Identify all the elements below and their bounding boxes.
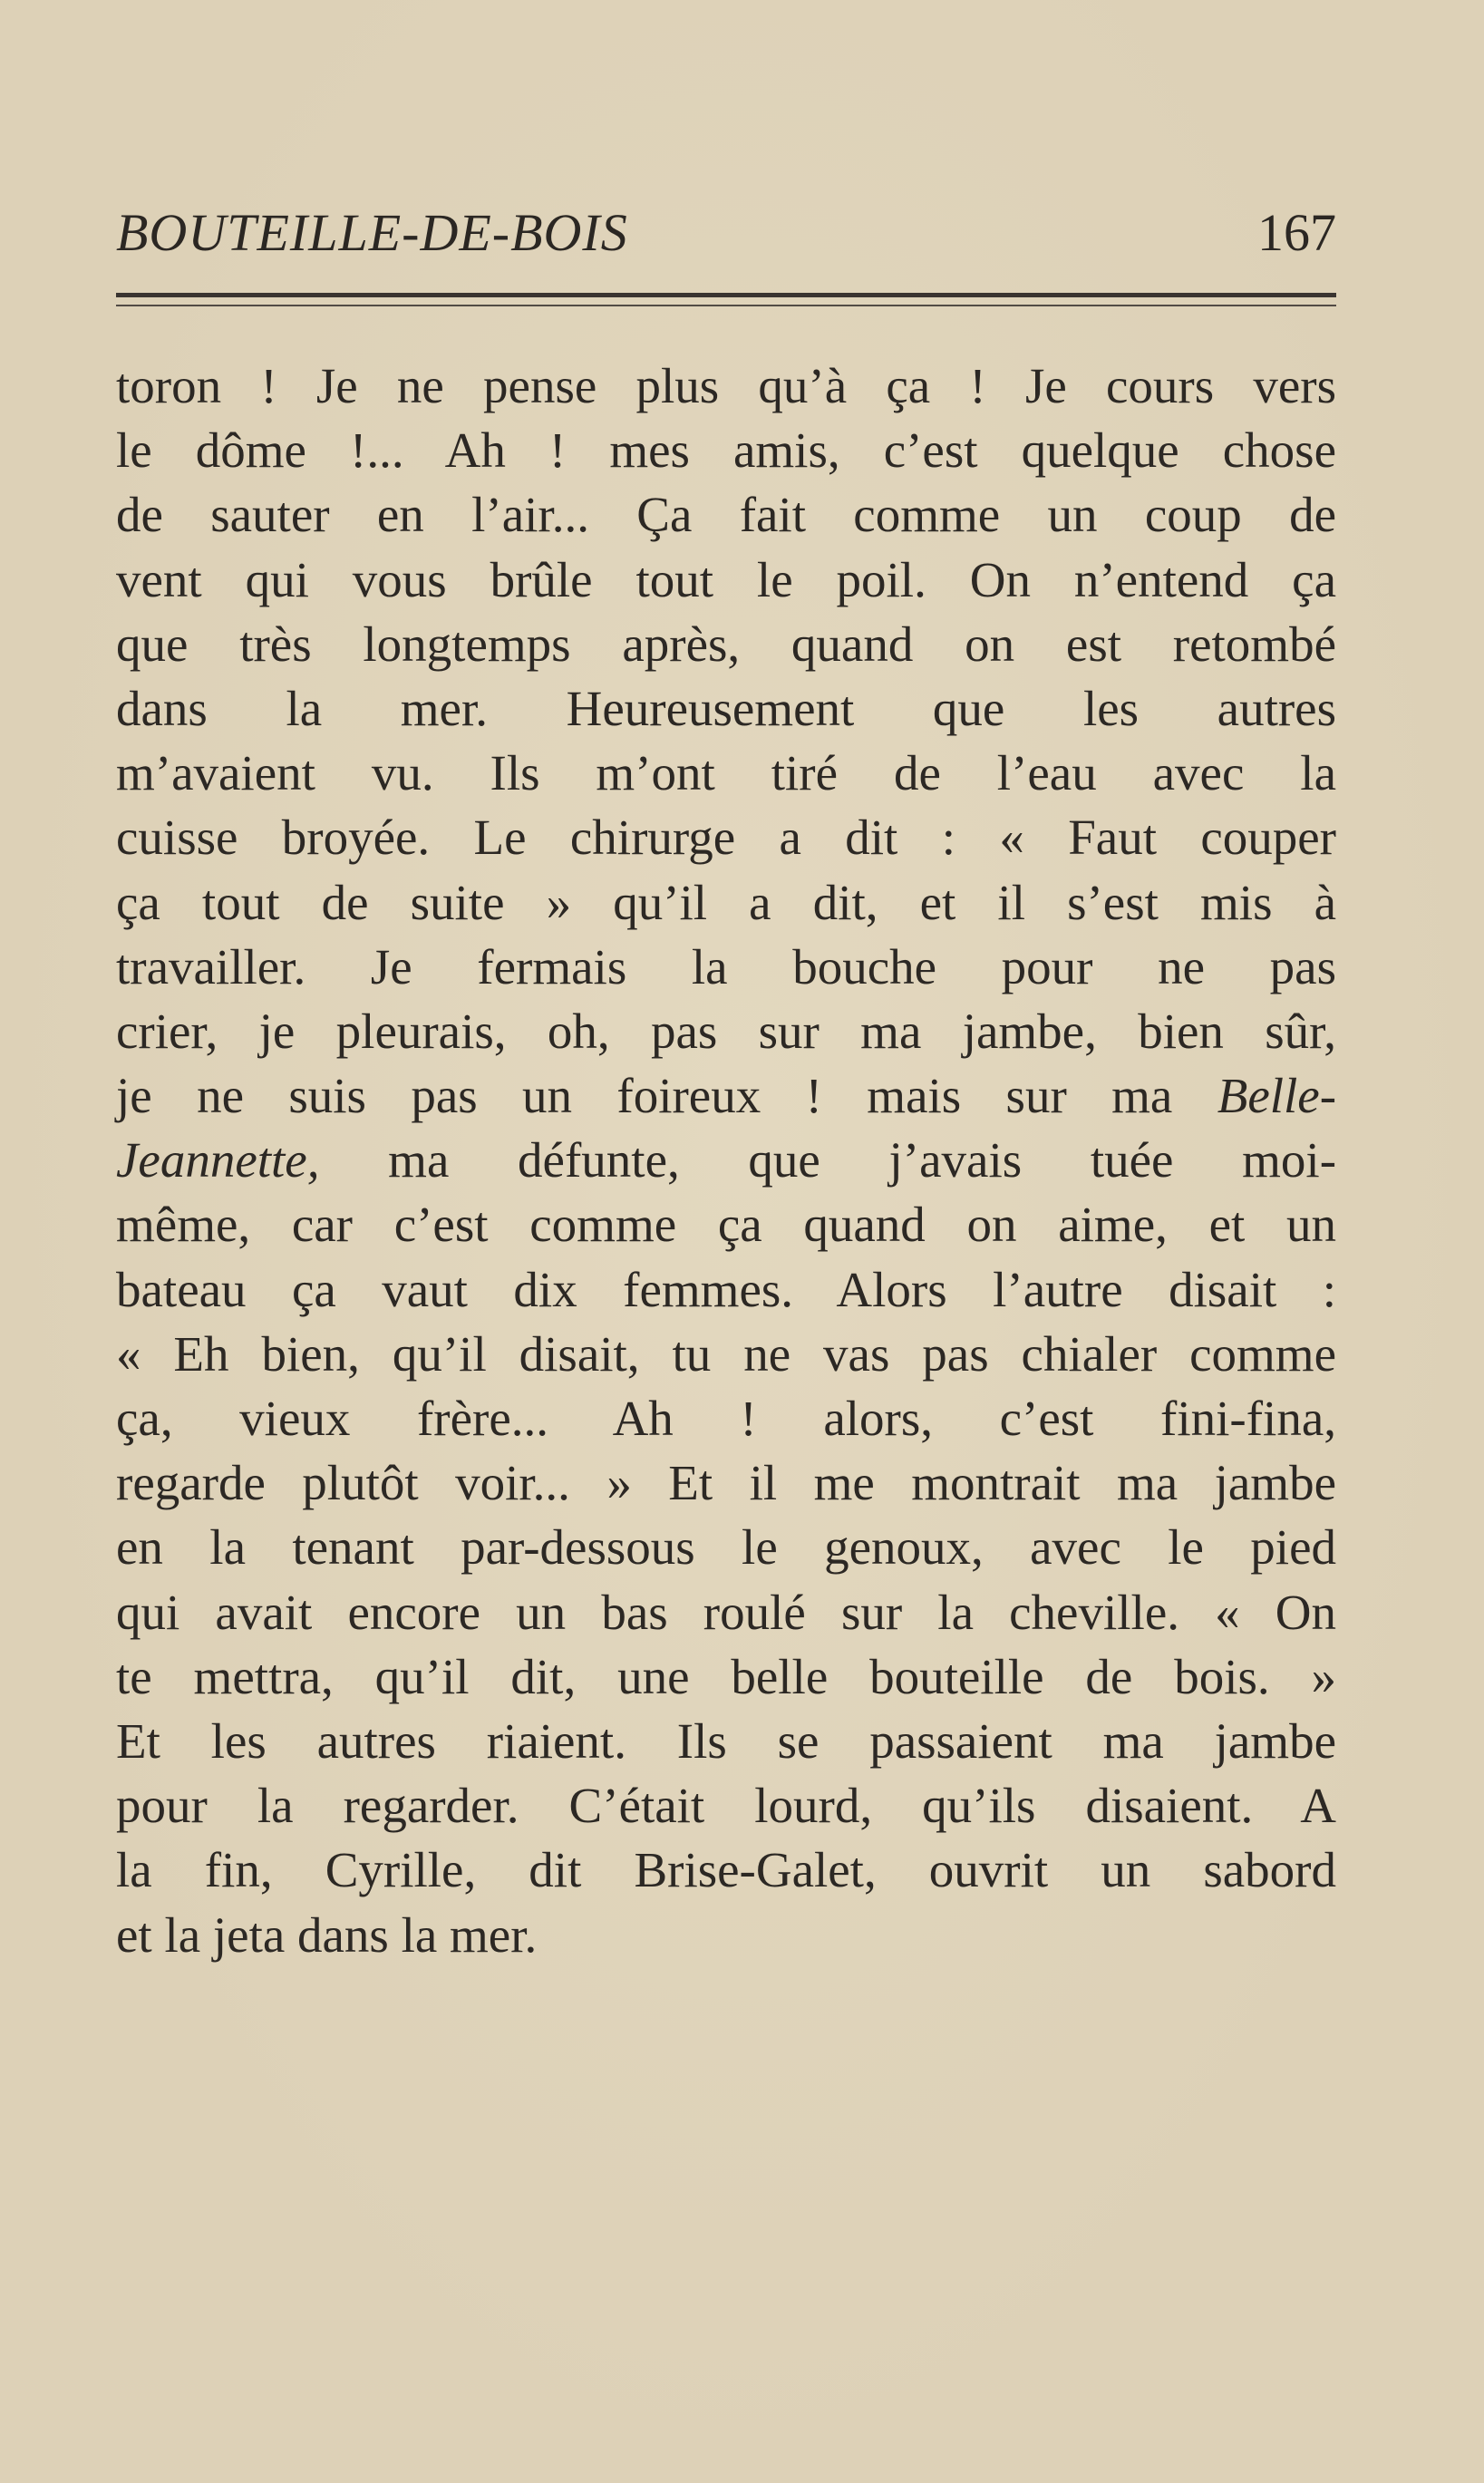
running-head [116, 201, 1336, 265]
text-line: cuisse broyée. Le chirurge a dit : « Faut couper [116, 810, 1336, 866]
text-line: crier, je pleurais, oh, pas sur ma jambe, bien sûr, [116, 1003, 1336, 1059]
text-line: te mettra, qu’il dit, une belle bouteille de bois. » [116, 1648, 1336, 1704]
text-line: la fin, Cyrille, dit Brise-Galet, ouvrit un sabord [116, 1842, 1336, 1898]
running-title: BOUTEILLE-DE-BOIS [116, 203, 628, 262]
page-number: 167 [1257, 203, 1336, 262]
text-line [116, 1063, 1336, 1128]
text-line: dans la mer. Heureusement que les autres [116, 680, 1336, 736]
text-line: de sauter en l’air... Ça fait comme un coup de [116, 487, 1336, 543]
text-line: et la jeta dans la mer. [116, 1906, 538, 1963]
header-rule-thin [116, 305, 1336, 306]
text-line: « Eh bien, qu’il disait, tu ne vas pas chialer comme [116, 1325, 1336, 1382]
text-line: même, car c’est comme ça quand on aime, et un [116, 1197, 1336, 1253]
text-line [116, 1128, 1336, 1192]
text-line: Et les autres riaient. Ils se passaient ma jambe [116, 1712, 1336, 1769]
italic-boat-name: Jeannette, [116, 1132, 320, 1188]
text-line: ça tout de suite » qu’il a dit, et il s’est mis à [116, 874, 1336, 930]
text-line: qui avait encore un bas roulé sur la cheville. « On [116, 1584, 1336, 1640]
text-line: m’avaient vu. Ils m’ont tiré de l’eau avec la [116, 745, 1336, 801]
text-line: ça, vieux frère... Ah ! alors, c’est fini-fina, [116, 1391, 1336, 1446]
text-line: regarde plutôt voir... » Et il me montrait ma jambe [116, 1455, 1336, 1511]
text-line: toron ! Je ne pense plus qu’à ça ! Je cours vers [116, 358, 1336, 413]
text-segment: je ne suis pas un foireux ! mais sur ma [116, 1068, 1173, 1124]
text-line: que très longtemps après, quand on est retombé [116, 616, 1336, 672]
italic-boat-name: Belle- [1217, 1068, 1337, 1124]
text-line: le dôme !... Ah ! mes amis, c’est quelque chose [116, 422, 1336, 479]
text-line: bateau ça vaut dix femmes. Alors l’autre disait : [116, 1261, 1336, 1317]
text-segment: ma défunte, que j’avais tuée moi- [388, 1132, 1337, 1188]
header-rule-thick [116, 293, 1336, 297]
text-line: en la tenant par-dessous le genoux, avec le pied [116, 1519, 1336, 1576]
body-text [116, 354, 1336, 1967]
text-line: travailler. Je fermais la bouche pour ne pas [116, 938, 1336, 994]
text-line: vent qui vous brûle tout le poil. On n’entend ça [116, 551, 1336, 607]
text-line: pour la regarder. C’était lourd, qu’ils disaient. A [116, 1778, 1336, 1834]
